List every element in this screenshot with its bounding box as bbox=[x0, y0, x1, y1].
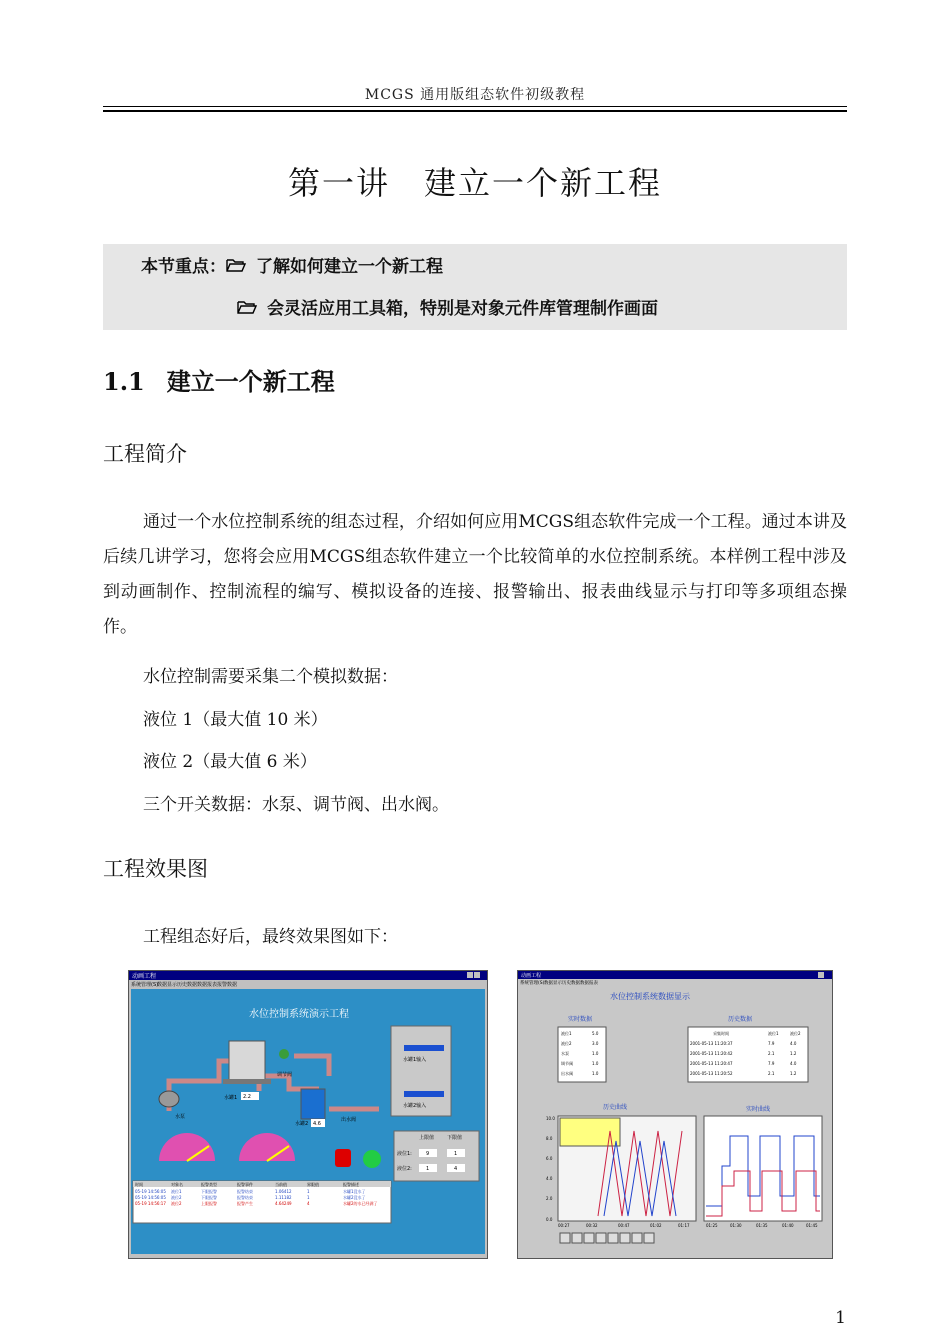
section-title: 建立一个新工程 bbox=[166, 368, 335, 396]
last-button[interactable] bbox=[632, 1233, 642, 1243]
page-number: 1 bbox=[835, 1308, 846, 1328]
body-line: 液位 2（最大值 6 米） bbox=[143, 752, 317, 772]
alarm-header: 报警描述 bbox=[343, 1182, 359, 1187]
alarm-header: 报警类型 bbox=[201, 1182, 217, 1187]
alarm-cell: 报警结束 bbox=[237, 1195, 253, 1200]
hist-cell: 2001-05-13 11:20:37 bbox=[690, 1041, 733, 1046]
hist-header: 采集时间 bbox=[713, 1031, 729, 1036]
slider-1[interactable] bbox=[404, 1045, 444, 1051]
tank2-value: 4.6 bbox=[313, 1121, 321, 1127]
subheading-intro: 工程简介 bbox=[103, 442, 187, 466]
alarm-header: 对象名 bbox=[171, 1182, 183, 1187]
alarm-header: 报警事件 bbox=[237, 1182, 253, 1187]
section-heading bbox=[103, 362, 335, 397]
animation-window-drawing bbox=[129, 971, 487, 1258]
key-point-row-2 bbox=[237, 294, 658, 319]
level2-label: 液位2: bbox=[397, 1166, 412, 1172]
rt-cell: 1.0 bbox=[592, 1071, 599, 1076]
x-tick: 00:27 bbox=[558, 1223, 570, 1228]
rt-cell: 出水阀 bbox=[561, 1071, 573, 1076]
outlet-label: 出水阀 bbox=[341, 1117, 357, 1123]
x-tick: 01:40 bbox=[782, 1223, 794, 1228]
body-line: 液位 1（最大值 10 米） bbox=[143, 710, 328, 730]
x-tick: 01:17 bbox=[678, 1223, 690, 1228]
hist-cell: 2001-05-13 11:20:52 bbox=[690, 1071, 733, 1076]
hist-cell: 1.2 bbox=[790, 1051, 797, 1056]
minimize-button[interactable] bbox=[467, 972, 473, 978]
tank1-value: 2.2 bbox=[243, 1094, 251, 1100]
history-legend bbox=[560, 1118, 620, 1146]
alarm-cell: 1.06412 bbox=[275, 1189, 292, 1194]
rt-cell: 1.0 bbox=[592, 1051, 599, 1056]
x-tick: 01:45 bbox=[806, 1223, 818, 1228]
alarm-cell: 报警结束 bbox=[237, 1189, 253, 1194]
menu-item[interactable]: 数据报表 bbox=[197, 982, 218, 988]
menu-item[interactable]: 数据显示 bbox=[544, 981, 562, 986]
realtime-title: 实时数据 bbox=[568, 1016, 593, 1023]
x-tick: 01:30 bbox=[730, 1223, 742, 1228]
alarm-cell: 1.11182 bbox=[275, 1195, 292, 1200]
menu-item[interactable]: 数据报表 bbox=[580, 981, 598, 986]
next-button[interactable] bbox=[608, 1233, 618, 1243]
app-title: 水位控制系统演示工程 bbox=[249, 1009, 349, 1020]
level2-lower: 4 bbox=[454, 1166, 458, 1172]
alarm-header: 时间 bbox=[135, 1182, 143, 1187]
intro-paragraph: 通过一个水位控制系统的组态过程，介绍如何应用MCGS组态软件完成一个工程。通过本讲及后续几讲学习，您将会应用MCGS组态软件建立一个比较简单的水位控制系统。本样例工程中涉及到动画制作、控制流程的编写、模拟设备的连接、报警输出、报表曲线显示与打印等多项组态操作。 bbox=[103, 512, 847, 637]
alarm-cell: 液位1 bbox=[171, 1189, 182, 1194]
data-window-drawing bbox=[518, 971, 832, 1258]
next-page-button[interactable] bbox=[620, 1233, 630, 1243]
hist-cell: 4.0 bbox=[790, 1041, 797, 1046]
y-tick: 8.0 bbox=[546, 1136, 553, 1141]
hist-cell: 2001-05-13 11:20:47 bbox=[690, 1061, 733, 1066]
hist-cell: 7.9 bbox=[768, 1061, 775, 1066]
input1-label: 水罐1输入 bbox=[403, 1057, 427, 1063]
hist-cell: 7.9 bbox=[768, 1041, 775, 1046]
alarm-cell: 水罐2没水了 bbox=[343, 1195, 366, 1200]
rt-cell: 3.0 bbox=[592, 1041, 599, 1046]
subheading-figure: 工程效果图 bbox=[103, 857, 208, 881]
header-rule-thin bbox=[103, 106, 847, 107]
y-tick: 2.0 bbox=[546, 1196, 553, 1201]
hist-cell: 1.2 bbox=[790, 1071, 797, 1076]
header-rule-thick bbox=[103, 110, 847, 112]
prev-page-button[interactable] bbox=[572, 1233, 582, 1243]
alarm-cell: 水罐2的水已经满了 bbox=[343, 1201, 378, 1206]
alarm-cell: 1 bbox=[307, 1189, 310, 1194]
x-tick: 01:25 bbox=[706, 1223, 718, 1228]
history-title: 历史数据 bbox=[728, 1016, 753, 1023]
y-tick: 6.0 bbox=[546, 1156, 553, 1161]
key-point-2: 会灵活应用工具箱，特别是对象元件库管理制作画面 bbox=[267, 299, 658, 319]
menu-item[interactable]: 系统管理(S) bbox=[131, 982, 159, 988]
alarm-cell: 05-19 14:56:05 bbox=[135, 1189, 166, 1194]
alarm-cell: 4.64249 bbox=[275, 1201, 292, 1206]
rt-curve-title: 实时曲线 bbox=[746, 1106, 771, 1113]
play-button[interactable] bbox=[596, 1233, 606, 1243]
input2-label: 水罐2输入 bbox=[403, 1103, 427, 1109]
tank2-shape bbox=[301, 1089, 325, 1119]
title-bar bbox=[518, 971, 832, 979]
hist-curve-title: 历史曲线 bbox=[603, 1104, 628, 1111]
rt-cell: 液位2 bbox=[561, 1041, 572, 1046]
alarm-cell: 上限报警 bbox=[201, 1201, 217, 1206]
menu-item[interactable]: 系统管理(S) bbox=[520, 981, 545, 986]
figure-intro: 工程组态好后，最终效果图如下： bbox=[143, 927, 398, 947]
tank2-label: 水罐2 bbox=[295, 1121, 309, 1127]
screenshot-data-window bbox=[517, 970, 833, 1259]
x-tick: 01:35 bbox=[756, 1223, 768, 1228]
alarm-cell: 水罐1没水了 bbox=[343, 1189, 366, 1194]
x-tick: 00:47 bbox=[618, 1223, 630, 1228]
alarm-cell: 05-19 14:56:17 bbox=[135, 1201, 166, 1206]
window-title: 动画工程 bbox=[132, 973, 157, 980]
screenshot-animation-window bbox=[128, 970, 488, 1259]
hand-button[interactable] bbox=[644, 1233, 654, 1243]
hist-cell: 2.1 bbox=[768, 1071, 775, 1076]
pump-label: 水泵 bbox=[175, 1114, 186, 1120]
alarm-cell: 下限报警 bbox=[201, 1189, 217, 1194]
slider-2[interactable] bbox=[404, 1091, 444, 1097]
x-tick: 00:32 bbox=[586, 1223, 598, 1228]
body-line: 水位控制需要采集二个模拟数据： bbox=[143, 667, 398, 687]
first-button[interactable] bbox=[560, 1233, 570, 1243]
close-button[interactable] bbox=[818, 972, 824, 978]
window-title: 动画工程 bbox=[521, 973, 542, 979]
running-header: MCGS 通用版组态软件初级教程 bbox=[364, 87, 586, 103]
key-point-1: 了解如何建立一个新工程 bbox=[256, 257, 443, 277]
hist-cell: 4.0 bbox=[790, 1061, 797, 1066]
rt-cell: 1.0 bbox=[592, 1061, 599, 1066]
valve-label: 调节阀 bbox=[277, 1072, 293, 1078]
alarm-cell: 1 bbox=[307, 1195, 310, 1200]
rt-cell: 水泵 bbox=[561, 1051, 569, 1056]
alarm-cell: 05-19 14:56:05 bbox=[135, 1195, 166, 1200]
hist-cell: 2001-05-13 11:20:42 bbox=[690, 1051, 733, 1056]
upper-limit-label: 上限值 bbox=[419, 1135, 435, 1141]
menu-item[interactable]: 历史数据 bbox=[562, 981, 580, 986]
level1-upper: 9 bbox=[426, 1151, 430, 1157]
body-line: 三个开关数据：水泵、调节阀、出水阀。 bbox=[143, 795, 449, 815]
y-tick: 0.0 bbox=[546, 1217, 553, 1222]
key-point-row-1 bbox=[141, 252, 443, 277]
open-folder-icon bbox=[226, 258, 246, 272]
level2-upper: 1 bbox=[426, 1166, 430, 1172]
close-button[interactable] bbox=[474, 972, 480, 978]
title-bar bbox=[129, 971, 487, 980]
red-alarm-light bbox=[335, 1149, 351, 1167]
alarm-cell: 液位2 bbox=[171, 1201, 182, 1206]
green-run-light bbox=[363, 1150, 381, 1168]
y-tick: 4.0 bbox=[546, 1176, 553, 1181]
key-points-label: 本节重点： bbox=[141, 257, 226, 277]
hist-header: 液位1 bbox=[768, 1031, 779, 1036]
tank1-shape bbox=[229, 1041, 265, 1081]
alarm-cell: 报警产生 bbox=[237, 1201, 253, 1206]
x-tick: 01:02 bbox=[650, 1223, 662, 1228]
y-tick: 10.0 bbox=[546, 1116, 555, 1121]
tank1-label: 水罐1 bbox=[224, 1095, 238, 1101]
open-folder-icon bbox=[237, 300, 257, 314]
lecture-title: 第一讲 建立一个新工程 bbox=[287, 164, 662, 202]
prev-button[interactable] bbox=[584, 1233, 594, 1243]
section-number: 1.1 bbox=[103, 367, 145, 396]
pump-icon[interactable] bbox=[159, 1091, 179, 1107]
level1-label: 液位1: bbox=[397, 1151, 412, 1157]
menu-item[interactable]: 数据显示 bbox=[157, 982, 178, 988]
rt-cell: 5.0 bbox=[592, 1031, 599, 1036]
menu-item[interactable]: 报警数据 bbox=[217, 982, 238, 988]
level1-lower: 1 bbox=[454, 1151, 458, 1157]
lower-limit-label: 下限值 bbox=[447, 1135, 463, 1141]
alarm-header: 界限值 bbox=[307, 1182, 319, 1187]
rt-cell: 调节阀 bbox=[561, 1061, 573, 1066]
menu-item[interactable]: 历史数据 bbox=[177, 982, 198, 988]
tank1-base bbox=[223, 1079, 271, 1084]
valve-icon[interactable] bbox=[279, 1049, 289, 1059]
app-title: 水位控制系统数据显示 bbox=[610, 992, 690, 1001]
alarm-cell: 4 bbox=[307, 1201, 310, 1206]
hist-cell: 2.1 bbox=[768, 1051, 775, 1056]
hist-header: 液位2 bbox=[790, 1031, 801, 1036]
key-points-box bbox=[103, 244, 847, 330]
alarm-cell: 下限报警 bbox=[201, 1195, 217, 1200]
rt-cell: 液位1 bbox=[561, 1031, 572, 1036]
alarm-header: 当前值 bbox=[275, 1182, 287, 1187]
alarm-cell: 液位2 bbox=[171, 1195, 182, 1200]
